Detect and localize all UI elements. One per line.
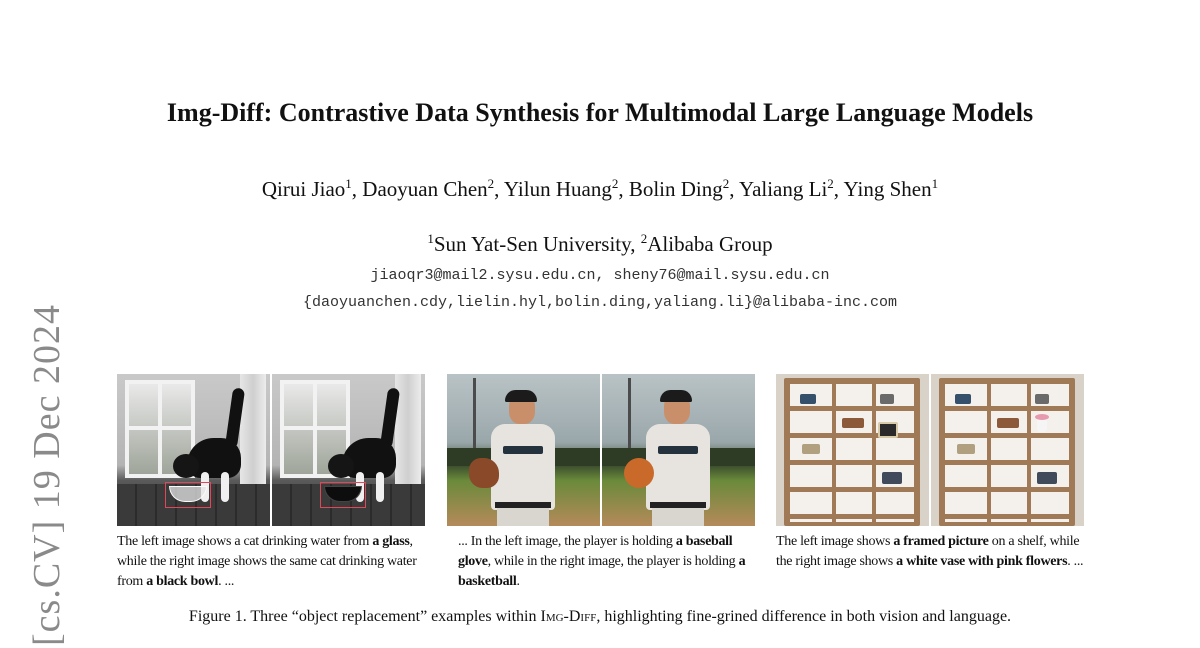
framed-picture-object bbox=[878, 422, 898, 438]
highlight-box bbox=[320, 482, 366, 508]
caption-text: , while in the right image, the player is holding bbox=[487, 554, 739, 569]
caption-highlight: a framed picture bbox=[893, 534, 989, 549]
caption-highlight: a baseball glove bbox=[458, 534, 733, 569]
author-name: Daoyuan Chen bbox=[362, 177, 488, 201]
author-name: Yaliang Li bbox=[739, 177, 828, 201]
caption-cat bbox=[117, 532, 431, 592]
author-name: Yilun Huang bbox=[503, 177, 612, 201]
author-affiliation-mark: 2 bbox=[827, 176, 834, 191]
affiliation-number-1: 1 bbox=[427, 231, 434, 246]
caption-text: The left image shows a cat drinking water from bbox=[117, 534, 373, 549]
author-affiliation-mark: 2 bbox=[722, 176, 730, 191]
author-affiliation-mark: 1 bbox=[931, 176, 939, 191]
figure-caption-prefix: Figure 1. Three “object replacement” examples within bbox=[188, 608, 541, 625]
author-affiliation-mark: 2 bbox=[487, 176, 495, 191]
baseball-glove-object bbox=[469, 458, 499, 488]
white-vase-object bbox=[1037, 418, 1047, 432]
caption-shelf bbox=[776, 532, 1090, 572]
affiliation-name-1: Sun Yat-Sen University, bbox=[433, 232, 641, 256]
cat-right-image bbox=[272, 374, 425, 526]
author-name: Qirui Jiao bbox=[261, 177, 346, 201]
figure-caption-method-name: Img-Diff bbox=[540, 608, 597, 625]
caption-text: . bbox=[516, 574, 520, 589]
figure-baseball-image-pair bbox=[447, 374, 755, 526]
cat-left-image bbox=[117, 374, 270, 526]
caption-text: . ... bbox=[1067, 554, 1084, 569]
caption-text: ... In the left image, the player is holding bbox=[458, 534, 676, 549]
shelf-right-image bbox=[931, 374, 1084, 526]
figure-caption-suffix: , highlighting fine-grined difference in both vision and language. bbox=[596, 608, 1012, 625]
figure-shelf-image-pair bbox=[776, 374, 1084, 526]
pink-flowers-object bbox=[1035, 414, 1049, 420]
affiliation-name-2: Alibaba Group bbox=[647, 232, 773, 256]
baseball-left-image bbox=[447, 374, 600, 526]
affiliation-number-2: 2 bbox=[640, 231, 648, 246]
affiliations bbox=[0, 232, 1200, 257]
caption-baseball bbox=[458, 532, 754, 592]
caption-text: . ... bbox=[218, 574, 235, 589]
basketball-object bbox=[624, 458, 654, 488]
arxiv-identifier-stamp: [cs.CV] 19 Dec 2024 bbox=[26, 304, 68, 646]
baseball-right-image bbox=[602, 374, 755, 526]
caption-text: , while the right image shows the same cat drinking water from bbox=[117, 534, 417, 589]
author-affiliation-mark: 1 bbox=[345, 176, 352, 191]
caption-text: The left image shows bbox=[776, 534, 894, 549]
caption-highlight: a black bowl bbox=[146, 574, 219, 589]
caption-text: on a shelf, while the right image shows bbox=[776, 534, 1080, 569]
author-name: Bolin Ding bbox=[628, 177, 723, 201]
figure-cat-image-pair bbox=[117, 374, 425, 526]
caption-highlight: a white vase with pink flowers bbox=[896, 554, 1068, 569]
highlight-box bbox=[165, 482, 211, 508]
author-name: Ying Shen bbox=[843, 177, 932, 201]
shelf-left-image bbox=[776, 374, 929, 526]
paper-title: Img-Diff: Contrastive Data Synthesis for Multimodal Large Language Models bbox=[166, 98, 1034, 127]
email-line-2: {daoyuanchen.cdy,lielin.hyl,bolin.ding,yaliang.li}@alibaba-inc.com bbox=[302, 294, 898, 311]
author-affiliation-mark: 2 bbox=[611, 176, 619, 191]
author-list: Qirui Jiao$^1$, Daoyuan Chen$^2$, Yilun Huang$^2$, Bolin Ding$^2$, Yaliang Li$^2$, Ying Shen$^1$ bbox=[261, 176, 939, 201]
caption-highlight: a basketball bbox=[458, 554, 746, 589]
figure-caption bbox=[0, 608, 1200, 626]
email-line-1: jiaoqr3@mail2.sysu.edu.cn, sheny76@mail.sysu.edu.cn bbox=[370, 267, 830, 284]
caption-highlight: a glass bbox=[372, 534, 410, 549]
